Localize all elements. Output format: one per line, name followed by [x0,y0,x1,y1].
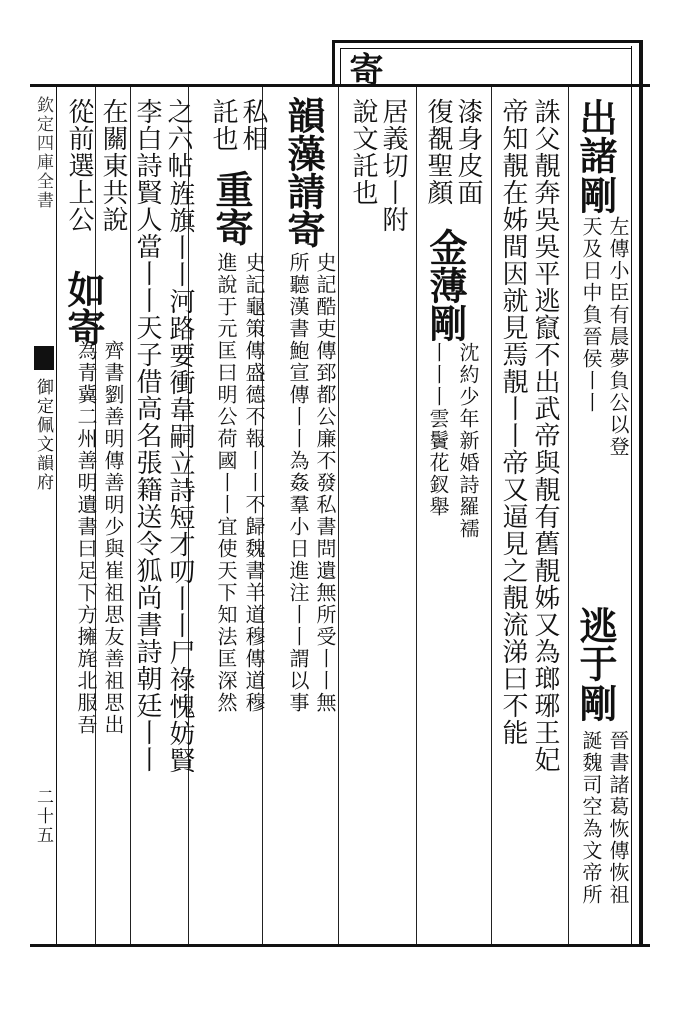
text-column: 誅父靚奔吳吳平逃竄不出武帝與靚有舊靚姊又為瑯琊王妃 [530,98,560,773]
column-divider [491,87,492,944]
header-box-left [332,40,335,87]
annotation: 史記酷吏傳郅都公廉不發私書問遺無所受丨丨無 [313,252,337,714]
column-divider [416,87,417,944]
column-divider [338,87,339,944]
text-column: 在關東共說 [98,98,128,233]
text-column: 之六帖 [163,98,193,179]
annotation: 天及日中負晉侯丨丨 [579,216,603,414]
section-heading: 韻藻請寄 [281,96,326,248]
annotation: 齊書劉善明傳善明少與崔祖思友善祖思出 [101,340,125,736]
annotation: 丨丨丨雲鬢花釵舉 [426,342,450,518]
column-divider [130,87,131,944]
frame-right-inner-border [631,46,632,946]
frame-bottom-border [30,944,650,947]
header-box-top [332,40,642,43]
column-divider [568,87,569,944]
header-character: 寄 [343,52,383,86]
text-column: 私相 [238,98,268,152]
entry-headword: 出諸 [573,98,618,174]
entry-headword: 金薄剛 [423,228,468,342]
header-box-inner-top [340,48,632,49]
annotation: 史記龜策傳盛德不報丨丨不歸魏書羊道穆傳道穆 [242,252,266,714]
entry-headword: 剛 [573,684,618,722]
text-column: 漆身皮面 [453,98,483,206]
annotation: 為青冀二州善明遺書曰足下方擁旄北服吾 [74,340,98,736]
text-column: 託也 [208,98,238,152]
entry-headword: 如寄 [61,270,106,346]
entry-headword: 逃于 [573,606,618,682]
fishtail-mark [34,346,54,370]
annotation: 晉書諸葛恢傳恢祖 [606,730,630,906]
page-number: 二十五 [33,788,53,845]
collection-title: 欽定四庫全書 [33,96,53,210]
annotation: 誕魏司空為文帝所 [579,730,603,906]
text-column: 從前選上公 [64,98,94,233]
definition-text: 說文託也 [348,98,378,206]
text-column: 復覩聖顏 [423,98,453,206]
margin-rule [56,86,57,944]
pronunciation-note: 居義切丨附 [378,98,408,233]
annotation: 沈約少年新婚詩羅襦 [456,342,480,540]
header-box-inner-left [340,48,341,87]
entry-headword: 重寄 [209,170,254,246]
annotation: 進說于元匡曰明公荷國丨丨宜使天下知法匡深然 [214,252,238,714]
text-column: 李白詩賢人當丨丨天子借高名張籍送令狐尚書詩朝廷丨丨 [132,98,162,773]
text-column: 旌旗丨丨河路要衝韋嗣立詩短才叨丨丨尸祿愧妨賢 [165,180,195,774]
entry-headword: 剛 [573,176,618,214]
text-column: 帝知靚在姊間因就見焉靚丨丨帝又逼見之靚流涕曰不能 [498,98,528,746]
annotation: 左傳小臣有晨夢負公以登 [606,216,630,458]
book-title: 御定佩文韻府 [33,378,53,492]
annotation: 所聽漢書鮑宣傳丨丨為姦羣小日進注丨丨謂以事 [286,252,310,714]
frame-right-border [639,40,643,946]
